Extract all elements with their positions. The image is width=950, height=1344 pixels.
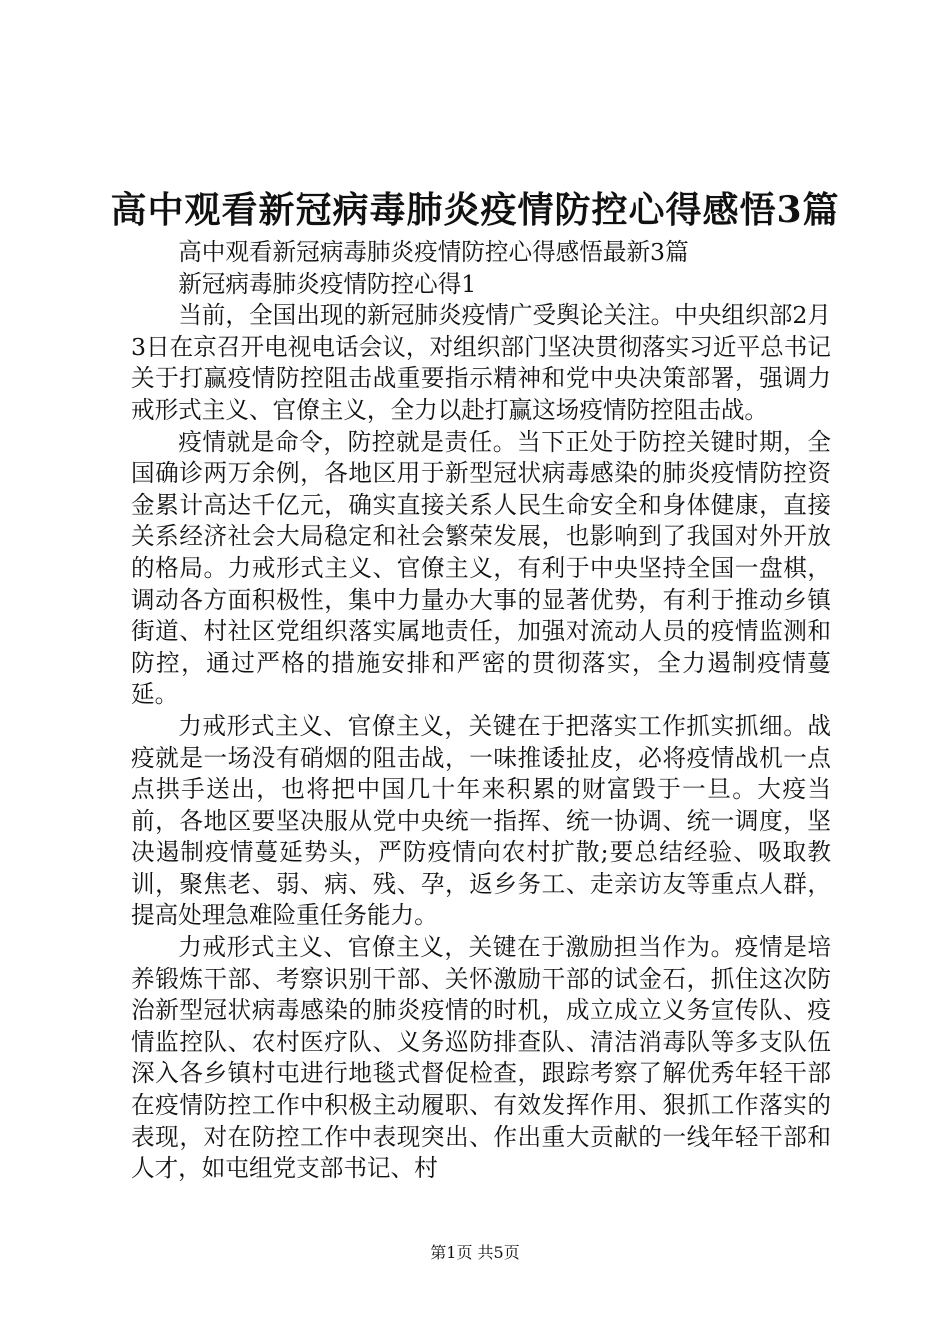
document-body [131,237,831,1185]
document-title: 高中观看新冠病毒肺炎疫情防控心得感悟3篇 [110,189,840,231]
paragraph: 当前，全国出现的新冠肺炎疫情广受舆论关注。中央组织部2月3日在京召开电视电话会议，对组织部门坚决贯彻落实习近平总书记关于打赢疫情防控阻击战重要指示精神和党中央决策部署，强调力戒形式主义、官僚主义，全力以赴打赢这场疫情防控阻击战。 [131,301,831,424]
paragraph: 力戒形式主义、官僚主义，关键在于把落实工作抓实抓细。战疫就是一场没有硝烟的阻击战，一味推诿扯皮，必将疫情战机一点点拱手送出，也将把中国几十年来积累的财富毁于一旦。大疫当前，各地区要坚决服从党中央统一指挥、统一协调、统一调度，坚决遏制疫情蔓延势头，严防疫情向农村扩散;要总结经验、吸取教训，聚焦老、弱、病、残、孕，返乡务工、走亲访友等重点人群，提高处理急难险重任务能力。 [131,711,831,930]
section-heading: 新冠病毒肺炎疫情防控心得1 [178,269,477,298]
page-footer: 第1页 共5页 [430,1243,520,1262]
paragraph: 疫情就是命令，防控就是责任。当下正处于防控关键时期，全国确诊两万余例，各地区用于新型冠状病毒感染的肺炎疫情防控资金累计高达千亿元，确实直接关系人民生命安全和身体健康，直接关系经济社会大局稳定和社会繁荣发展，也影响到了我国对外开放的格局。力戒形式主义、官僚主义，有利于中央坚持全国一盘棋，调动各方面积极性，集中力量办大事的显著优势，有利于推动乡镇街道、村社区党组织落实属地责任，加强对流动人员的疫情监测和防控，通过严格的措施安排和严密的贯彻落实，全力遏制疫情蔓延。 [131,427,831,709]
document-subtitle: 高中观看新冠病毒肺炎疫情防控心得感悟最新3篇 [178,238,689,266]
paragraph: 力戒形式主义、官僚主义，关键在于激励担当作为。疫情是培养锻炼干部、考察识别干部、关怀激励干部的试金石，抓住这次防治新型冠状病毒感染的肺炎疫情的时机，成立成立义务宣传队、疫情监控队、农村医疗队、义务巡防排查队、清洁消毒队等多支队伍深入各乡镇村屯进行地毯式督促检查，跟踪考察了解优秀年轻干部在疫情防控工作中积极主动履职、有效发挥作用、狠抓工作落实的表现，对在防控工作中表现突出、作出重大贡献的一线年轻干部和人才，如屯组党支部书记、村 [131,933,831,1183]
